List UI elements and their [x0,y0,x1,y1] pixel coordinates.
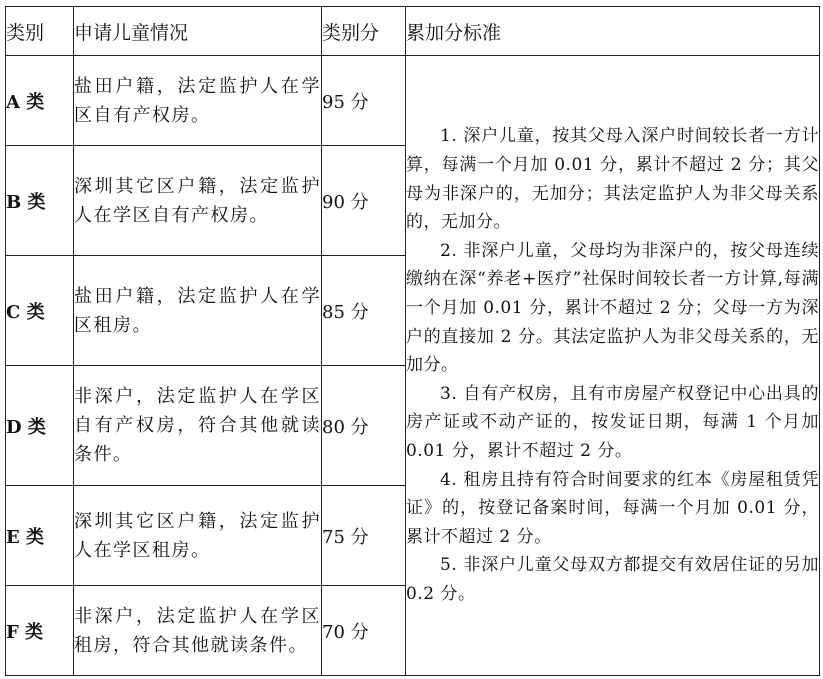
row-score: 85 分 [322,256,406,366]
row-category: F 类 [6,586,74,676]
admission-score-table [5,6,820,676]
row-category: C 类 [6,256,74,366]
row-situation: 深圳其它区户籍，法定监护人在学区租房。 [74,486,322,586]
row-category: D 类 [6,366,74,486]
header-category: 类别 [6,7,74,56]
table-row [6,56,820,146]
row-score: 80 分 [322,366,406,486]
row-situation: 深圳其它区户籍，法定监护人在学区自有产权房。 [74,146,322,256]
row-score: 70 分 [322,586,406,676]
header-situation: 申请儿童情况 [74,7,322,56]
standard-cell [406,56,820,676]
standard-item: 4. 租房且持有符合时间要求的红本《房屋租赁凭证》的，按登记备案时间，每满一个月加 0.01 分，累计不超过 2 分。 [406,469,819,547]
standard-item: 3. 自有产权房，且有市房屋产权登记中心出具的房产证或不动产证的，按发证日期，每满 1 个月加 0.01 分，累计不超过 2 分。 [406,383,819,461]
row-category: E 类 [6,486,74,586]
standard-item: 5. 非深户儿童父母双方都提交有效居住证的另加 0.2 分。 [406,555,819,604]
header-score: 类别分 [322,7,406,56]
row-score: 75 分 [322,486,406,586]
row-category: B 类 [6,146,74,256]
standard-item: 2. 非深户儿童，父母均为非深户的，按父母连续缴纳在深“养老+医疗”社保时间较长者一方计算,每满一个月加 0.01 分，累计不超过 2 分；父母一方为深户的直接加 2 分。其法定监护人为非父母关系的，无加分。 [406,240,819,376]
row-situation: 盐田户籍，法定监护人在学区自有产权房。 [74,56,322,146]
row-situation: 盐田户籍，法定监护人在学区租房。 [74,256,322,366]
row-score: 90 分 [322,146,406,256]
row-category: A 类 [6,56,74,146]
row-situation: 非深户，法定监护人在学区自有产权房，符合其他就读条件。 [74,366,322,486]
row-situation: 非深户，法定监护人在学区租房，符合其他就读条件。 [74,586,322,676]
table-header-row [6,7,820,56]
header-standard: 累加分标准 [406,7,820,56]
standard-item: 1. 深户儿童，按其父母入深户时间较长者一方计算，每满一个月加 0.01 分，累计不超过 2 分；其父母为非深户的，无加分；其法定监护人为非父母关系的，无加分。 [406,126,819,233]
row-score: 95 分 [322,56,406,146]
